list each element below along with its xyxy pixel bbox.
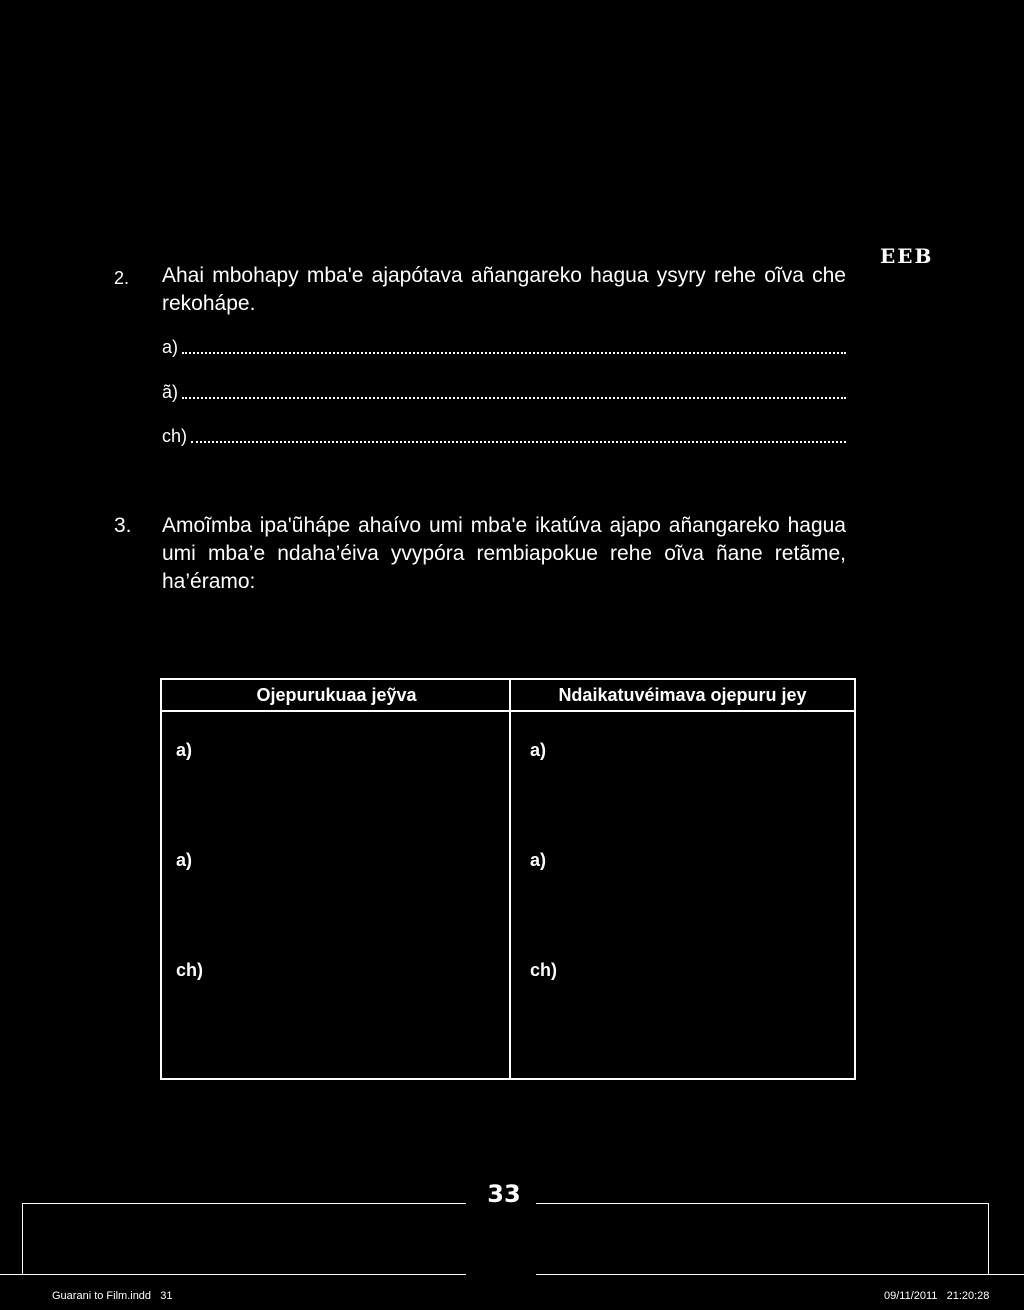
answer-label: ã) xyxy=(162,382,179,402)
question-2-text: Ahai mbohapy mba'e ajapótava añangareko hagua ysyry rehe oĩva che rekohápe. xyxy=(162,264,846,315)
footer-rule xyxy=(22,1203,23,1275)
table-column-divider xyxy=(509,680,511,1078)
answer-label: a) xyxy=(162,337,179,357)
footer-rule xyxy=(22,1203,466,1204)
table-header-reusable: Ojepurukuaa jeỹva xyxy=(162,680,511,712)
footer-rule xyxy=(988,1203,989,1275)
crop-mark xyxy=(988,1274,1024,1275)
crop-mark xyxy=(0,1274,22,1275)
answer-label: ch) xyxy=(162,426,188,446)
section-tag: EEB xyxy=(880,244,934,268)
dotted-answer-line xyxy=(182,352,846,354)
file-slug: Guarani to Film.indd 31 xyxy=(52,1290,173,1302)
answer-line-ch[interactable] xyxy=(162,425,846,447)
timestamp-slug: 09/11/2011 21:20:28 xyxy=(884,1290,990,1302)
table-cell-right-3[interactable]: ch) xyxy=(530,960,557,980)
table-cell-left-1[interactable]: a) xyxy=(176,740,193,760)
question-3-text: Amoĩmba ipa'ũhápe ahaívo umi mba'e ikatúva ajapo añangareko hagua umi mba’e ndaha’éiva yvypóra rembiapokue rehe oĩva ñane retãme, ha’éramo: xyxy=(162,514,846,593)
dotted-answer-line xyxy=(191,441,846,443)
table-cell-right-2[interactable]: a) xyxy=(530,850,547,870)
answer-table xyxy=(160,678,856,1080)
page-number: 33 xyxy=(487,1180,521,1208)
table-cell-left-2[interactable]: a) xyxy=(176,850,193,870)
footer-rule xyxy=(536,1274,988,1275)
footer-rule xyxy=(22,1274,466,1275)
dotted-answer-line xyxy=(182,397,846,399)
table-cell-right-1[interactable]: a) xyxy=(530,740,547,760)
question-2-number: 2. xyxy=(114,268,130,288)
footer-rule xyxy=(536,1203,988,1204)
table-cell-left-3[interactable]: ch) xyxy=(176,960,203,980)
question-3-number: 3. xyxy=(114,514,132,537)
answer-line-a-tilde[interactable] xyxy=(162,381,846,403)
answer-line-a[interactable] xyxy=(162,336,846,358)
table-header-non-reusable: Ndaikatuvéimava ojepuru jey xyxy=(511,680,854,712)
